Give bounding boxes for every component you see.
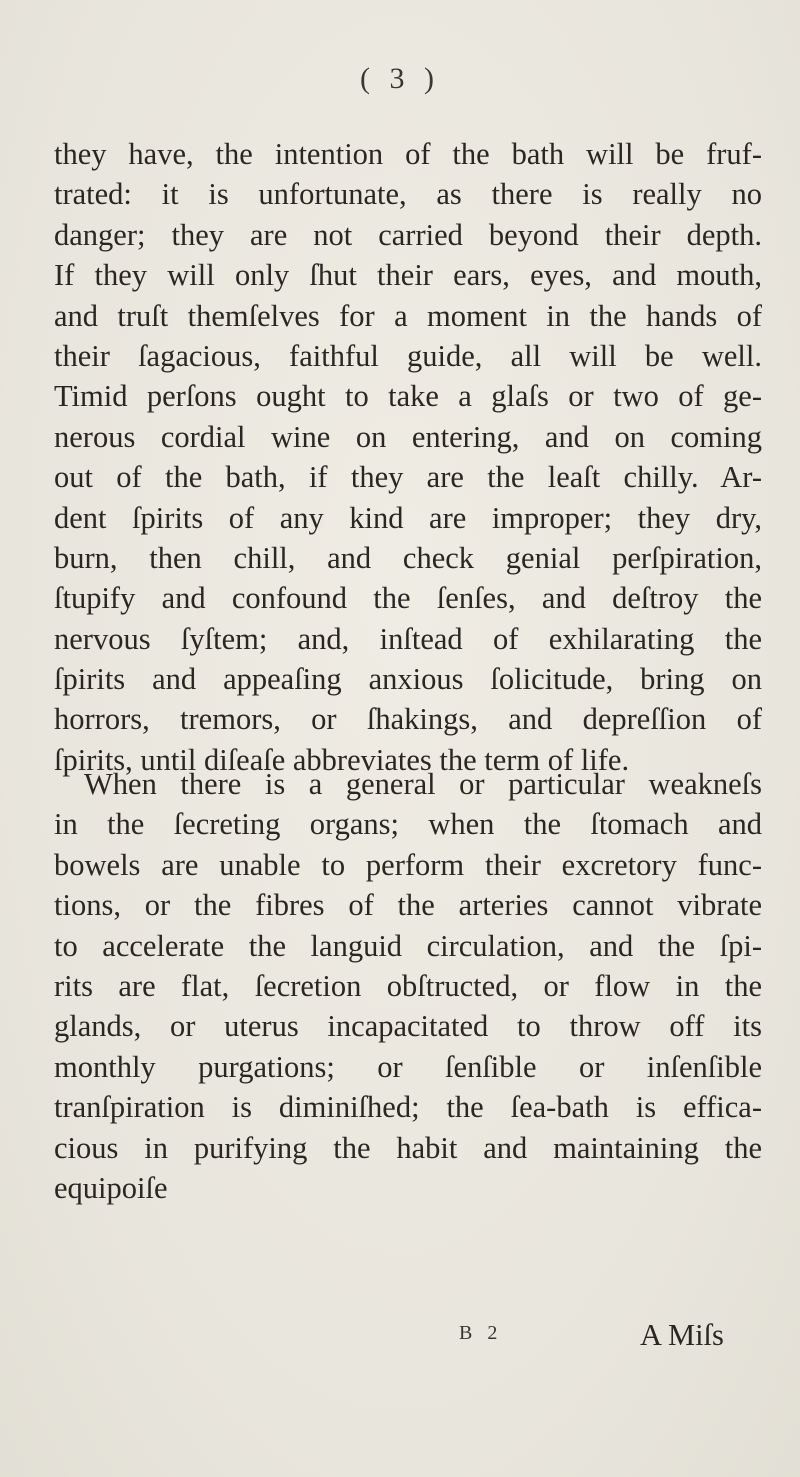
text-line: tions, or the fibres of the arteries cannot vibrate xyxy=(54,888,762,923)
text-line: ſtupify and confound the ſenſes, and deſtroy the xyxy=(54,581,762,616)
text-line: cious in purifying the habit and maintaining the xyxy=(54,1130,762,1165)
text-line: burn, then chill, and check genial perſpiration, xyxy=(54,540,762,575)
catchword: A Miſs xyxy=(640,1318,724,1352)
text-line: ſpirits and appeaſing anxious ſolicitude, bring on xyxy=(54,662,762,697)
text-line: to accelerate the languid circulation, and the ſpi- xyxy=(54,928,762,963)
text-line: When there is a general or particular weakneſs xyxy=(84,767,762,801)
text-line: in the ſecreting organs; when the ſtomach and xyxy=(54,807,762,842)
text-line: they have, the intention of the bath will be fruf- xyxy=(54,137,762,171)
text-line: ſpirits, until diſeaſe abbreviates the term of life. xyxy=(54,742,630,777)
text-line: dent ſpirits of any kind are improper; they dry, xyxy=(54,500,762,535)
text-line: and truſt themſelves for a moment in the hands of xyxy=(54,298,762,333)
text-line: bowels are unable to perform their excretory func- xyxy=(54,847,762,882)
text-line: tranſpiration is diminiſhed; the ſea-bath is effica- xyxy=(54,1090,762,1125)
text-line: monthly purgations; or ſenſible or inſenſible xyxy=(54,1049,762,1084)
text-line: If they will only ſhut their ears, eyes, and mouth, xyxy=(54,258,762,293)
paragraph xyxy=(54,134,762,780)
text-line: horrors, tremors, or ſhakings, and depreſſion of xyxy=(54,702,762,737)
text-line: danger; they are not carried beyond their depth. xyxy=(54,217,762,252)
page-footer xyxy=(0,1318,800,1362)
text-line: Timid perſons ought to take a glaſs or two of ge- xyxy=(54,379,762,414)
paragraph xyxy=(54,764,762,1208)
text-line: their ſagacious, faithful guide, all will be well. xyxy=(54,338,762,373)
text-line: glands, or uterus incapacitated to throw off its xyxy=(54,1009,762,1044)
text-line: nervous ſyſtem; and, inſtead of exhilarating the xyxy=(54,621,762,656)
text-line: rits are flat, ſecretion obſtructed, or flow in the xyxy=(54,968,762,1003)
signature-mark: B 2 xyxy=(459,1322,503,1344)
page-number: ( 3 ) xyxy=(360,62,440,95)
text-line: trated: it is unfortunate, as there is really no xyxy=(54,177,762,212)
text-line: out of the bath, if they are the leaſt chilly. Ar- xyxy=(54,460,762,495)
text-line: equipoiſe xyxy=(54,1170,168,1205)
text-line: nerous cordial wine on entering, and on coming xyxy=(54,419,762,454)
